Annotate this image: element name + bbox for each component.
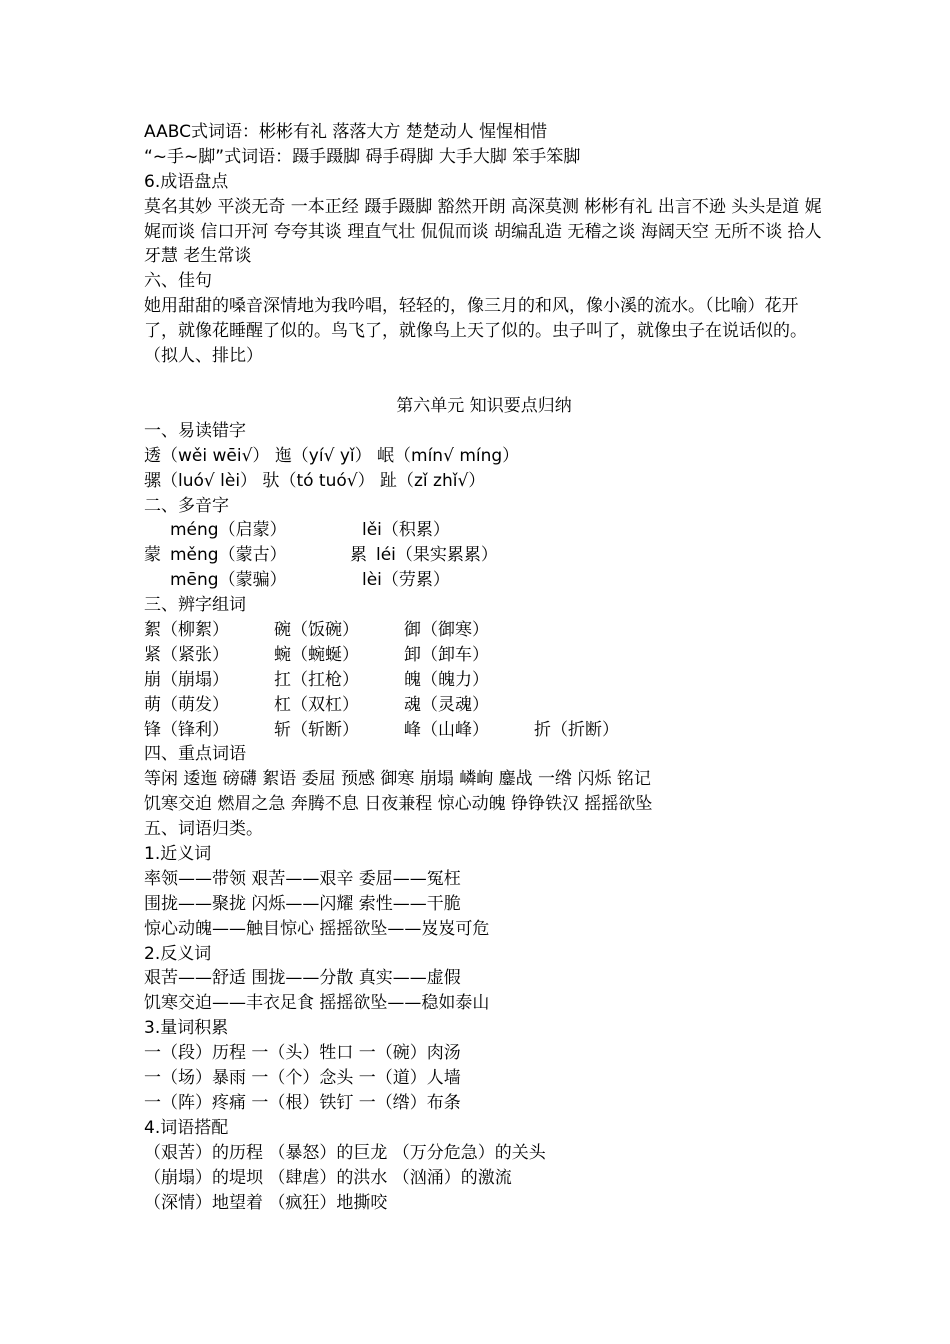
antonym-line: 饥寒交迫——丰衣足食 摇摇欲坠——稳如泰山 <box>144 993 490 1014</box>
polyphone-char: 蒙 <box>144 545 161 566</box>
char-group: 斩（斩断） <box>274 719 359 740</box>
char-group: 萌（萌发） <box>144 694 229 715</box>
synonym-line: 围拢——聚拢 闪烁——闪耀 索性——干脆 <box>144 893 461 914</box>
char-group-row <box>144 618 824 643</box>
pinyin-row: 透（wěi wēi√） 迤（yí√ yǐ） 岷（mín√ míng） <box>144 445 520 466</box>
polyphone-row <box>144 543 824 568</box>
measure-word-line: 一（场）暴雨 一（个）念头 一（道）人墙 <box>144 1068 461 1089</box>
measure-word-line: 一（阵）疼痛 一（根）铁钉 一（绺）布条 <box>144 1092 461 1113</box>
char-group-row <box>144 693 824 718</box>
char-group-row <box>144 643 824 668</box>
unit-title: 第六单元 知识要点归纳 <box>396 396 572 416</box>
sentences-heading: 六、佳句 <box>144 271 212 292</box>
char-group: 蜿（蜿蜒） <box>274 644 359 665</box>
polyphone-row <box>144 518 824 543</box>
subsection-heading: 2.反义词 <box>144 943 212 964</box>
char-group: 碗（饭碗） <box>274 620 359 641</box>
char-group: 峰（山峰） <box>404 719 489 740</box>
collocation-line: （深情）地望着 （疯狂）地撕咬 <box>144 1192 388 1213</box>
char-group: 卸（卸车） <box>404 644 489 665</box>
char-group: 杠（双杠） <box>274 694 359 715</box>
polyphone-entry: lèi（劳累） <box>362 570 450 591</box>
subsection-heading: 4.词语搭配 <box>144 1117 229 1138</box>
section-heading: 二、多音字 <box>144 495 229 516</box>
polyphone-entry: lěi（积累） <box>362 520 450 541</box>
pinyin-row: 骡（luó√ lèi） 驮（tó tuó√） 趾（zǐ zhǐ√） <box>144 470 486 491</box>
char-group: 魂（灵魂） <box>404 694 489 715</box>
synonym-line: 率领——带领 艰苦——艰辛 委屈——冤枉 <box>144 868 461 889</box>
key-words-line: 等闲 逶迤 磅礴 絮语 委屈 预感 御寒 崩塌 嶙峋 鏖战 一绺 闪烁 铭记 <box>144 769 651 790</box>
synonym-line: 惊心动魄——触目惊心 摇摇欲坠——岌岌可危 <box>144 918 490 939</box>
subsection-heading: 1.近义词 <box>144 844 212 865</box>
key-words-line: 饥寒交迫 燃眉之急 奔腾不息 日夜兼程 惊心动魄 铮铮铁汉 摇摇欲坠 <box>144 794 653 815</box>
aabc-words-line: AABC式词语：彬彬有礼 落落大方 楚楚动人 惺惺相惜 <box>144 122 548 142</box>
section-heading: 五、词语归类。 <box>144 819 263 840</box>
polyphone-entry: léi（果实累累） <box>376 545 498 566</box>
polyphone-entry: méng（启蒙） <box>170 520 287 541</box>
char-group-row <box>144 718 824 743</box>
char-group: 紧（紧张） <box>144 644 229 665</box>
section-heading: 一、易读错字 <box>144 420 246 441</box>
idiom-heading: 6.成语盘点 <box>144 171 229 192</box>
section-heading: 三、辨字组词 <box>144 595 246 616</box>
char-group: 御（御寒） <box>404 620 489 641</box>
char-group: 锋（锋利） <box>144 719 229 740</box>
collocation-line: （艰苦）的历程 （暴怒）的巨龙 （万分危急）的关头 <box>144 1142 546 1163</box>
char-group: 絮（柳絮） <box>144 620 229 641</box>
char-group-row <box>144 668 824 693</box>
antonym-line: 艰苦——舒适 围拢——分散 真实——虚假 <box>144 968 461 989</box>
shou-jiao-words-line: “~手~脚”式词语：蹑手蹑脚 碍手碍脚 大手大脚 笨手笨脚 <box>144 146 581 167</box>
polyphone-char: 累 <box>350 545 367 566</box>
polyphone-row <box>144 568 824 593</box>
measure-word-line: 一（段）历程 一（头）牲口 一（碗）肉汤 <box>144 1043 461 1064</box>
char-group: 扛（扛枪） <box>274 669 359 690</box>
idiom-list: 莫名其妙 平淡无奇 一本正经 蹑手蹑脚 豁然开朗 高深莫测 彬彬有礼 出言不逊 头头是道 娓娓而谈 信口开河 夸夸其谈 理直气壮 侃侃而谈 胡编乱造 无稽之谈 海阔天空 无所不谈 拾人牙慧 老生常谈 <box>144 196 822 267</box>
char-group: 折（折断） <box>534 719 619 740</box>
sentences-text: 她用甜甜的嗓音深情地为我吟唱，轻轻的，像三月的和风，像小溪的流水。（比喻）花开了，就像花睡醒了似的。鸟飞了，就像鸟上天了似的。虫子叫了，就像虫子在说话似的。（拟人、排比） <box>144 296 807 367</box>
char-group: 魄（魄力） <box>404 669 489 690</box>
document-page <box>144 120 824 1215</box>
char-group: 崩（崩塌） <box>144 669 229 690</box>
section-heading: 四、重点词语 <box>144 744 246 765</box>
collocation-line: （崩塌）的堤坝 （肆虐）的洪水 （汹涌）的激流 <box>144 1167 512 1188</box>
polyphone-entry: měng（蒙古） <box>170 545 287 566</box>
polyphone-entry: mēng（蒙骗） <box>170 570 287 591</box>
subsection-heading: 3.量词积累 <box>144 1018 229 1039</box>
